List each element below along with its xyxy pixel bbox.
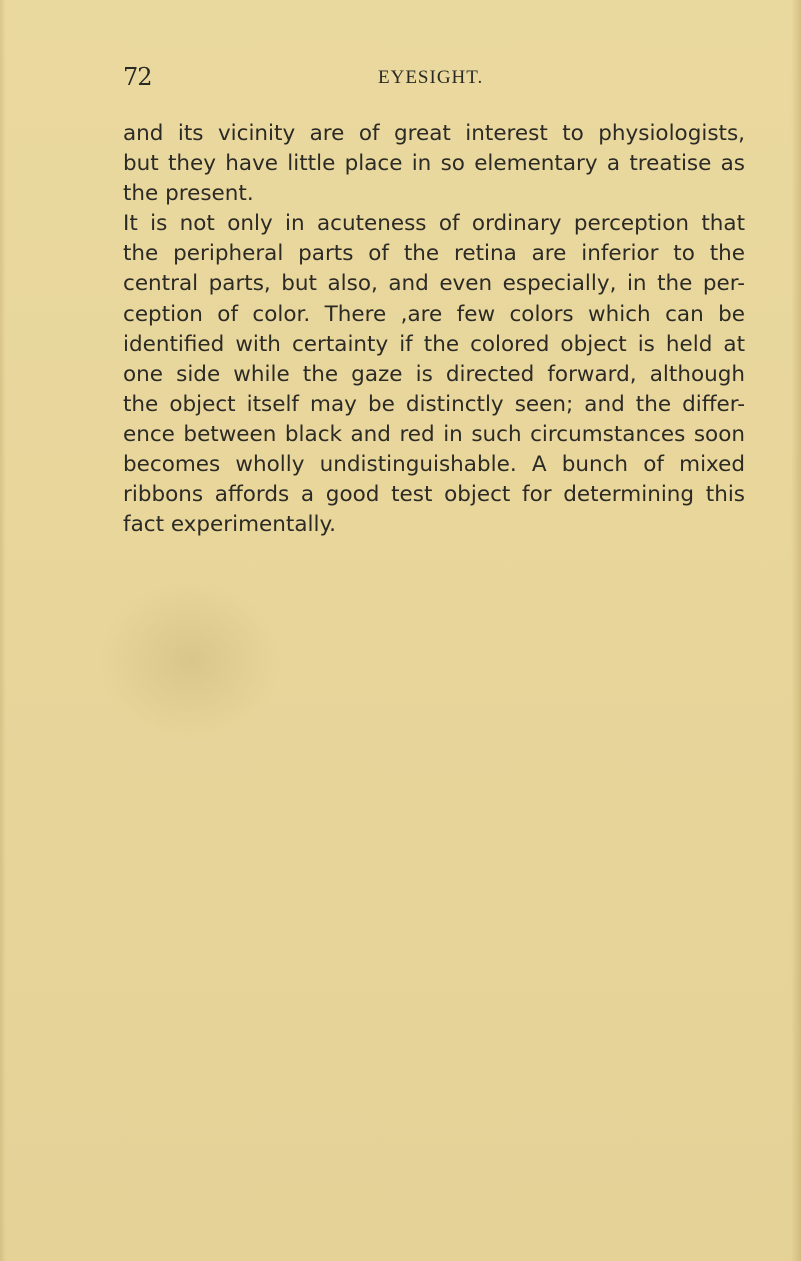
page-edge-shadow bbox=[791, 0, 801, 1261]
text-line: fact experimentally. bbox=[123, 512, 336, 538]
text-line: the present. bbox=[123, 181, 254, 207]
text-line: one side while the gaze is directed forward, although bbox=[123, 361, 745, 387]
text-line: and its vicinity are of great interest to physiologists, bbox=[123, 121, 745, 146]
body-text bbox=[123, 119, 745, 540]
page-header bbox=[123, 63, 739, 95]
page-number: 72 bbox=[123, 63, 152, 91]
text-line: but they have little place in so elementary a treatise as bbox=[123, 151, 745, 177]
running-head: EYESIGHT. bbox=[378, 67, 484, 88]
text-line: It is not only in acuteness of ordinary perception that bbox=[123, 211, 745, 237]
text-line: ence between black and red in such circumstances soon bbox=[123, 421, 745, 447]
text-line: ception of color. There ,are few colors which can be bbox=[123, 301, 745, 327]
text-line: identified with certainty if the colored object is held at bbox=[123, 331, 745, 357]
text-line: the peripheral parts of the retina are inferior to the bbox=[123, 241, 745, 267]
text-line: ribbons affords a good test object for determining this bbox=[123, 482, 745, 508]
text-line: central parts, but also, and even especially, in the per- bbox=[123, 271, 745, 297]
page-left-edge bbox=[0, 0, 6, 1261]
text-line: the object itself may be distinctly seen; and the differ- bbox=[123, 391, 745, 417]
text-line: becomes wholly undistinguishable. A bunch of mixed bbox=[123, 452, 745, 478]
